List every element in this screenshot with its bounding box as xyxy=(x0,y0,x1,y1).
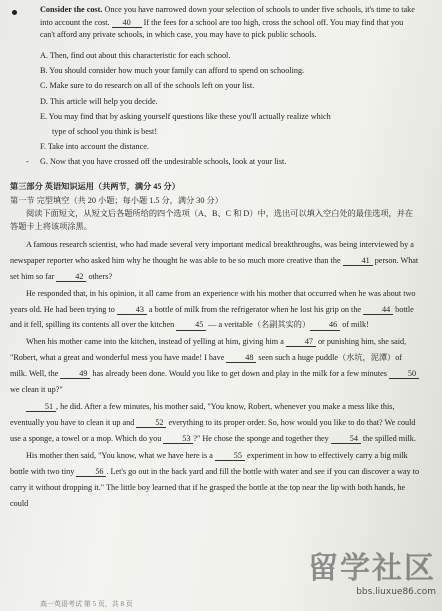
option-e: E. You may find that by asking yourself questions like these you'll actually realize which xyxy=(40,111,331,121)
option-a: A. Then, find out about this characteristic for each school. xyxy=(40,51,231,61)
passage-text: He responded that, in his opinion, it all came from an experience with his mother that occurred when he was about two years old. He had been trying to xyxy=(10,288,416,314)
blank-49: 49 xyxy=(60,369,90,379)
watermark-url: bbs.liuxue86.com xyxy=(356,587,436,597)
passage-text: everything to its proper order. So, how would you like to do that? We could use a sponge, a towel or a mop. Which do you xyxy=(10,418,416,444)
option-g-text: G. Now that you have crossed off the undesirable schools, look at your list. xyxy=(40,157,287,167)
blank-41: 41 xyxy=(343,256,373,266)
blank-55: 55 xyxy=(215,451,245,461)
passage-text: bottle and it fell, spilling its contents all over the kitchen xyxy=(10,304,414,330)
blank-43: 43 xyxy=(117,305,147,315)
section-title: 第三部分 英语知识运用（共两节，满分 45 分） xyxy=(10,182,180,192)
blank-48: 48 xyxy=(226,353,256,363)
passage-text: or punishing him, she said, "Robert, what a great and wonderful mess you have made! I have xyxy=(10,337,407,363)
passage-paragraph-5 xyxy=(10,448,420,512)
page-content xyxy=(10,4,420,512)
passage-text: — a veritable（名副其实的） xyxy=(206,320,311,330)
top-paragraph xyxy=(10,4,420,42)
option-b: B. You should consider how much your family can afford to spend on schooling. xyxy=(40,66,305,76)
paragraph-lead: Consider the cost. xyxy=(40,5,103,14)
blank-56: 56 xyxy=(76,467,106,477)
passage-paragraph-2 xyxy=(10,286,420,334)
blank-46: 46 xyxy=(310,320,340,330)
passage-text: others? xyxy=(86,271,113,281)
passage-text: has already been done. Would you like to get down and play in the milk for a few minutes xyxy=(90,369,390,379)
passage-text: . Let's go out in the back yard and fill the bottle with water and see if you can discover a way to carry it without dropping it." The little boy learned that if he grasped the bottle at the top near the lip with both hands, he could xyxy=(10,467,420,509)
passage-text: a bottle of milk from the refrigerator when he lost his grip on the xyxy=(146,304,364,314)
paragraph-text: If the fees for a school are too high, cross the school off. You may find that you can't afford any private schools, in which case, you may have to pick public schools. xyxy=(40,17,404,40)
passage-text: of milk! xyxy=(340,320,369,330)
passage-text: , he did. After a few minutes, his mother said, "You know, Robert, whenever you make a mess like this, eventually you have to clean it up and xyxy=(10,402,395,428)
blank-44: 44 xyxy=(363,305,393,315)
option-e-continued: type of school you think is best! xyxy=(52,126,158,136)
passage-text: A famous research scientist, who had made several very important medical breakthroughs, was being interviewed by a newspaper reporter who asked him why he thought he was able to be so much more creative than the xyxy=(10,239,414,265)
blank-53: 53 xyxy=(163,434,193,444)
blank-50: 50 xyxy=(389,369,419,379)
passage-text: When his mother came into the kitchen, instead of yelling at him, giving him a xyxy=(26,337,286,347)
passage-text: ?" He chose the sponge and together they xyxy=(193,434,331,444)
section-subtitle: 第一节 完型填空（共 20 小题；每小题 1.5 分，满分 30 分） xyxy=(10,196,223,206)
passage-text: the spilled milk. xyxy=(360,434,416,444)
option-d: D. This article will help you decide. xyxy=(40,96,158,106)
blank-42: 42 xyxy=(56,272,86,282)
blank-52: 52 xyxy=(136,418,166,428)
passage-paragraph-3 xyxy=(10,334,420,398)
passage-paragraph-1 xyxy=(10,237,420,285)
passage-text: person. What set him so far xyxy=(10,255,419,281)
site-watermark xyxy=(308,543,436,597)
option-g xyxy=(26,154,420,169)
blank-45: 45 xyxy=(176,320,206,330)
blank-40: 40 xyxy=(112,18,142,28)
passage-text: experiment in how to effectively carry a big milk bottle with two tiny xyxy=(10,451,408,477)
option-mark: - xyxy=(26,157,29,167)
paragraph-text: Once you have narrowed down your selection of schools to under five schools, it's time to take into account the cost. xyxy=(40,5,415,27)
passage-text: seen such a huge puddle（水坑，泥潭）of milk. Well, the xyxy=(10,353,403,379)
options-list xyxy=(10,48,420,169)
passage-text: we clean it up?" xyxy=(10,385,63,395)
passage-paragraph-4 xyxy=(10,399,420,447)
passage-text: His mother then said, "You know, what we have here is a xyxy=(26,451,215,461)
option-f: F. Take into account the distance. xyxy=(40,142,149,152)
blank-54: 54 xyxy=(331,434,361,444)
blank-51: 51 xyxy=(26,402,56,412)
watermark-brand: 留学社区 xyxy=(308,551,436,586)
option-c: C. Make sure to do research on all of the schools left on your list. xyxy=(40,81,255,91)
page-footer: 高一英语考试 第 5 页，共 8 页 xyxy=(40,600,133,608)
blank-47: 47 xyxy=(286,337,316,347)
section-instructions: 阅读下面短文，从短文后各题所给的四个选项（A、B、C 和 D）中，选出可以填入空白处的最佳选项，并在答题卡上将该项涂黑。 xyxy=(10,209,414,232)
